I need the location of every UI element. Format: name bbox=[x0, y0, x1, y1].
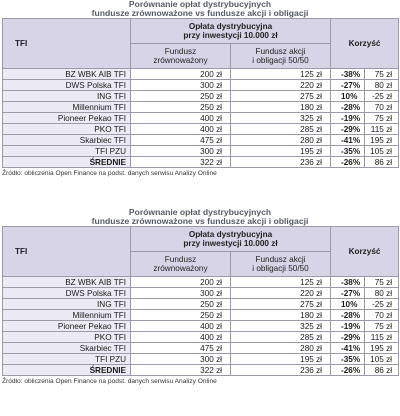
tfi-name: Millennium TFI bbox=[3, 310, 131, 321]
benefit-percent: 10% bbox=[331, 91, 365, 102]
benefit-amount: 105 zł bbox=[365, 354, 399, 365]
header-mixed-line-2: i obligacji 50/50 bbox=[252, 264, 309, 273]
balanced-fee: 400 zł bbox=[131, 332, 231, 343]
benefit-percent: 10% bbox=[331, 299, 365, 310]
header-fee-line-2: przy inwestycji 10.000 zł bbox=[183, 31, 278, 40]
balanced-fee: 300 zł bbox=[131, 288, 231, 299]
benefit-amount: 75 zł bbox=[365, 69, 399, 80]
tfi-name: DWS Polska TFI bbox=[3, 288, 131, 299]
title-line-2: fundusze zrównoważone vs fundusze akcji i obligacji bbox=[91, 8, 309, 18]
title-line-2: fundusze zrównoważone vs fundusze akcji i obligacji bbox=[91, 216, 309, 226]
title-line-1: Porównanie opłat dystrybucyjnych bbox=[128, 0, 272, 9]
benefit-amount: 105 zł bbox=[365, 146, 399, 157]
mixed-fee: 325 zł bbox=[231, 113, 331, 124]
tfi-name: BZ WBK AIB TFI bbox=[3, 277, 131, 288]
balanced-fee: 250 zł bbox=[131, 102, 231, 113]
benefit-percent: -38% bbox=[331, 277, 365, 288]
header-benefit: Korzyść bbox=[331, 227, 399, 277]
benefit-amount: 70 zł bbox=[365, 102, 399, 113]
mixed-fee: 195 zł bbox=[231, 354, 331, 365]
benefit-percent: -19% bbox=[331, 321, 365, 332]
tfi-name: ŚREDNIE bbox=[3, 365, 131, 376]
tfi-name: Skarbiec TFI bbox=[3, 135, 131, 146]
benefit-percent: -28% bbox=[331, 310, 365, 321]
table-row bbox=[3, 299, 399, 310]
mixed-fee: 180 zł bbox=[231, 102, 331, 113]
header-mixed bbox=[231, 44, 331, 69]
table-row bbox=[3, 343, 399, 354]
table-row bbox=[3, 135, 399, 146]
benefit-percent: -35% bbox=[331, 354, 365, 365]
table-row bbox=[3, 102, 399, 113]
table-row bbox=[3, 91, 399, 102]
mixed-fee: 280 zł bbox=[231, 343, 331, 354]
header-fee-line-1: Opłata dystrybucyjna bbox=[188, 22, 273, 31]
tfi-name: PKO TFI bbox=[3, 332, 131, 343]
benefit-amount: 75 zł bbox=[365, 277, 399, 288]
tfi-name: Skarbiec TFI bbox=[3, 343, 131, 354]
balanced-fee: 300 zł bbox=[131, 80, 231, 91]
benefit-percent: -41% bbox=[331, 343, 365, 354]
table-title bbox=[0, 0, 400, 18]
benefit-percent: -27% bbox=[331, 80, 365, 91]
benefit-percent: -26% bbox=[331, 365, 365, 376]
benefit-amount: 195 zł bbox=[365, 343, 399, 354]
header-fee-line-2: przy inwestycji 10.000 zł bbox=[183, 239, 278, 248]
balanced-fee: 250 zł bbox=[131, 310, 231, 321]
balanced-fee: 322 zł bbox=[131, 157, 231, 168]
header-balanced bbox=[131, 44, 231, 69]
title-line-1: Porównanie opłat dystrybucyjnych bbox=[128, 207, 272, 217]
benefit-percent: -29% bbox=[331, 332, 365, 343]
mixed-fee: 275 zł bbox=[231, 299, 331, 310]
benefit-percent: -29% bbox=[331, 124, 365, 135]
tfi-name: ING TFI bbox=[3, 299, 131, 310]
balanced-fee: 250 zł bbox=[131, 91, 231, 102]
tfi-name: Pioneer Pekao TFI bbox=[3, 113, 131, 124]
benefit-amount: 115 zł bbox=[365, 124, 399, 135]
fee-comparison-table bbox=[2, 226, 399, 376]
header-tfi: TFI bbox=[3, 227, 131, 277]
mixed-fee: 285 zł bbox=[231, 332, 331, 343]
table-row bbox=[3, 288, 399, 299]
table-row bbox=[3, 277, 399, 288]
mixed-fee: 280 zł bbox=[231, 135, 331, 146]
balanced-fee: 300 zł bbox=[131, 354, 231, 365]
table-row bbox=[3, 69, 399, 80]
balanced-fee: 400 zł bbox=[131, 321, 231, 332]
header-mixed-line-2: i obligacji 50/50 bbox=[252, 56, 309, 65]
benefit-percent: -35% bbox=[331, 146, 365, 157]
balanced-fee: 400 zł bbox=[131, 124, 231, 135]
header-mixed-line-1: Fundusz akcji bbox=[255, 47, 306, 56]
tfi-name: TFI PZU bbox=[3, 146, 131, 157]
balanced-fee: 250 zł bbox=[131, 299, 231, 310]
benefit-amount: 70 zł bbox=[365, 310, 399, 321]
mixed-fee: 275 zł bbox=[231, 91, 331, 102]
header-balanced-line-1: Fundusz bbox=[164, 47, 197, 56]
header-mixed bbox=[231, 252, 331, 277]
table-row bbox=[3, 354, 399, 365]
tfi-name: ŚREDNIE bbox=[3, 157, 131, 168]
benefit-amount: -25 zł bbox=[365, 91, 399, 102]
benefit-percent: -38% bbox=[331, 69, 365, 80]
table-row bbox=[3, 157, 399, 168]
mixed-fee: 220 zł bbox=[231, 80, 331, 91]
table-row bbox=[3, 124, 399, 135]
comparison-block bbox=[0, 208, 400, 416]
balanced-fee: 475 zł bbox=[131, 343, 231, 354]
mixed-fee: 195 zł bbox=[231, 146, 331, 157]
tfi-name: DWS Polska TFI bbox=[3, 80, 131, 91]
balanced-fee: 200 zł bbox=[131, 277, 231, 288]
tfi-name: TFI PZU bbox=[3, 354, 131, 365]
header-fee bbox=[131, 227, 331, 252]
mixed-fee: 125 zł bbox=[231, 277, 331, 288]
tfi-name: ING TFI bbox=[3, 91, 131, 102]
benefit-amount: 86 zł bbox=[365, 157, 399, 168]
table-row bbox=[3, 80, 399, 91]
balanced-fee: 322 zł bbox=[131, 365, 231, 376]
balanced-fee: 400 zł bbox=[131, 113, 231, 124]
benefit-percent: -41% bbox=[331, 135, 365, 146]
header-balanced-line-2: zrównoważony bbox=[153, 264, 208, 273]
header-fee bbox=[131, 19, 331, 44]
tfi-name: BZ WBK AIB TFI bbox=[3, 69, 131, 80]
table-row bbox=[3, 310, 399, 321]
balanced-fee: 475 zł bbox=[131, 135, 231, 146]
benefit-percent: -26% bbox=[331, 157, 365, 168]
balanced-fee: 300 zł bbox=[131, 146, 231, 157]
benefit-percent: -19% bbox=[331, 113, 365, 124]
header-tfi: TFI bbox=[3, 19, 131, 69]
header-balanced-line-1: Fundusz bbox=[164, 255, 197, 264]
mixed-fee: 220 zł bbox=[231, 288, 331, 299]
header-fee-line-1: Opłata dystrybucyjna bbox=[188, 230, 273, 239]
tfi-name: PKO TFI bbox=[3, 124, 131, 135]
header-balanced bbox=[131, 252, 231, 277]
mixed-fee: 236 zł bbox=[231, 157, 331, 168]
benefit-amount: 80 zł bbox=[365, 80, 399, 91]
benefit-amount: 75 zł bbox=[365, 113, 399, 124]
table-title bbox=[0, 208, 400, 226]
source-note: Źródło: obliczenia Open Finance na podst. danych serwisu Analizy Online bbox=[2, 170, 217, 177]
header-mixed-line-1: Fundusz akcji bbox=[255, 255, 306, 264]
table-row bbox=[3, 332, 399, 343]
header-benefit: Korzyść bbox=[331, 19, 399, 69]
mixed-fee: 236 zł bbox=[231, 365, 331, 376]
benefit-amount: 75 zł bbox=[365, 321, 399, 332]
mixed-fee: 325 zł bbox=[231, 321, 331, 332]
benefit-percent: -27% bbox=[331, 288, 365, 299]
mixed-fee: 125 zł bbox=[231, 69, 331, 80]
table-row bbox=[3, 321, 399, 332]
table-row bbox=[3, 146, 399, 157]
mixed-fee: 180 zł bbox=[231, 310, 331, 321]
table-row bbox=[3, 113, 399, 124]
source-note: Źródło: obliczenia Open Finance na podst. danych serwisu Analizy Online bbox=[2, 378, 217, 385]
benefit-amount: 80 zł bbox=[365, 288, 399, 299]
benefit-amount: -25 zł bbox=[365, 299, 399, 310]
benefit-amount: 115 zł bbox=[365, 332, 399, 343]
benefit-percent: -28% bbox=[331, 102, 365, 113]
tfi-name: Pioneer Pekao TFI bbox=[3, 321, 131, 332]
header-balanced-line-2: zrównoważony bbox=[153, 56, 208, 65]
benefit-amount: 195 zł bbox=[365, 135, 399, 146]
balanced-fee: 200 zł bbox=[131, 69, 231, 80]
table-row bbox=[3, 365, 399, 376]
tfi-name: Millennium TFI bbox=[3, 102, 131, 113]
fee-comparison-table bbox=[2, 18, 399, 168]
mixed-fee: 285 zł bbox=[231, 124, 331, 135]
benefit-amount: 86 zł bbox=[365, 365, 399, 376]
